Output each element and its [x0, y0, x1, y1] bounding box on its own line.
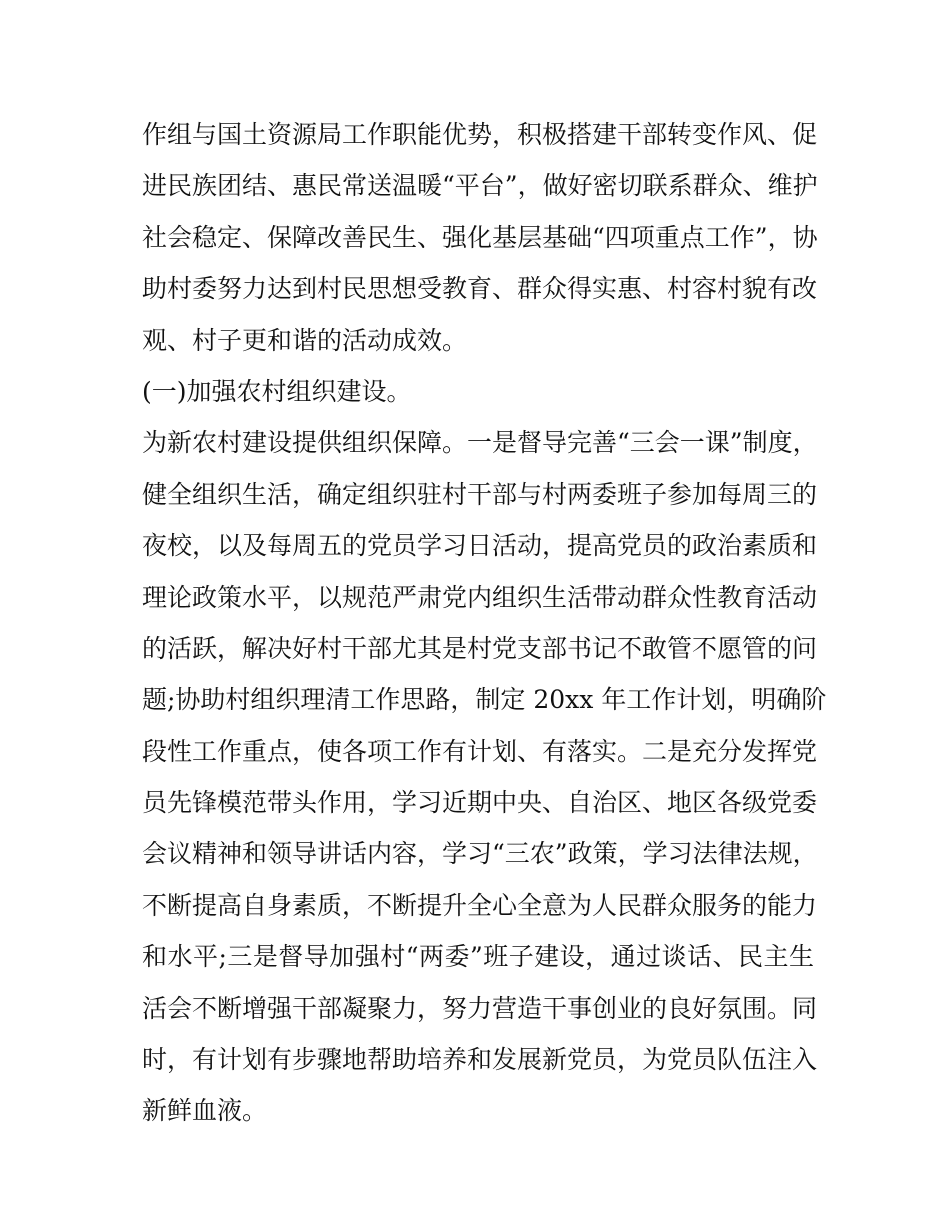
text-line: 理论政策水平，以规范严肃党内组织生活带动群众性教育活动 [142, 582, 818, 612]
text-line: 不断提高自身素质，不断提升全心全意为人民群众服务的能力 [142, 890, 818, 920]
section-heading: (一)加强农村组织建设。 [142, 376, 412, 406]
body-text [142, 109, 827, 1137]
text-line: 为新农村建设提供组织保障。一是督导完善“三会一课”制度， [142, 428, 818, 458]
text-line: 夜校，以及每周五的党员学习日活动，提高党员的政治素质和 [142, 531, 818, 561]
text-line: 进民族团结、惠民常送温暖“平台”，做好密切联系群众、维护 [142, 171, 818, 201]
text-line: 健全组织生活，确定组织驻村干部与村两委班子参加每周三的 [142, 479, 818, 509]
text-line: 段性工作重点，使各项工作有计划、有落实。二是充分发挥党 [142, 736, 818, 766]
text-line: 观、村子更和谐的活动成效。 [142, 325, 468, 355]
text-line: 会议精神和领导讲话内容，学习“三农”政策，学习法律法规， [142, 839, 818, 869]
text-line: 助村委努力达到村民思想受教育、群众得实惠、村容村貌有改 [142, 274, 818, 304]
text-line: 题;协助村组织理清工作思路，制定 20xx 年工作计划，明确阶 [142, 685, 827, 715]
text-line: 作组与国土资源局工作职能优势，积极搭建干部转变作风、促 [142, 120, 818, 149]
text-line: 时，有计划有步骤地帮助培养和发展新党员，为党员队伍注入 [142, 1045, 818, 1075]
text-line: 员先锋模范带头作用，学习近期中央、自治区、地区各级党委 [142, 788, 818, 818]
text-line: 的活跃，解决好村干部尤其是村党支部书记不敢管不愿管的问 [142, 633, 818, 663]
text-line: 新鲜血液。 [142, 1096, 268, 1126]
text-line: 和水平;三是督导加强村“两委”班子建设，通过谈话、民主生 [142, 942, 814, 972]
text-line: 活会不断增强干部凝聚力，努力营造干事创业的良好氛围。同 [142, 993, 818, 1023]
text-line: 社会稳定、保障改善民生、强化基层基础“四项重点工作”，协 [142, 222, 818, 252]
